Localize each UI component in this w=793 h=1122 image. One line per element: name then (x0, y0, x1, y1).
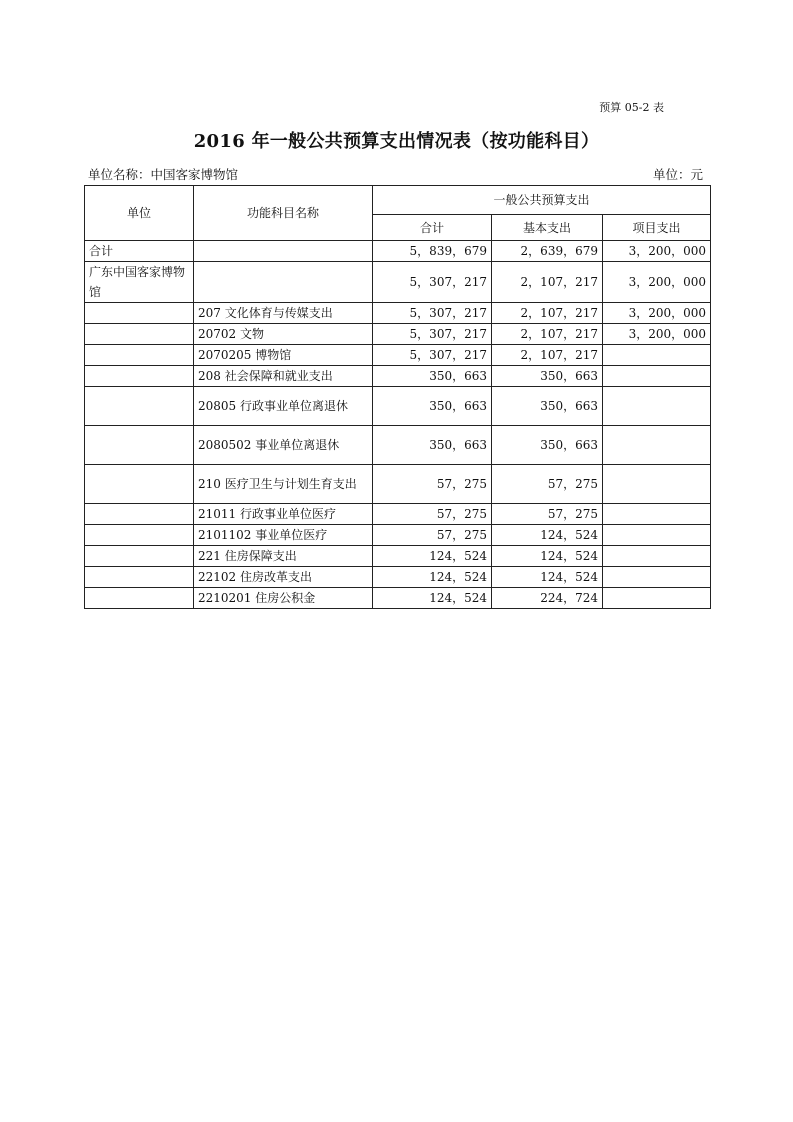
cell-total: 5，307，217 (373, 324, 492, 345)
table-row (85, 525, 711, 546)
cell-function: 2210201 住房公积金 (194, 588, 373, 609)
table-row (85, 567, 711, 588)
cell-total: 124，524 (373, 567, 492, 588)
table-row (85, 588, 711, 609)
table-row (85, 465, 711, 504)
cell-function: 207 文化体育与传媒支出 (194, 303, 373, 324)
header-budget-group: 一般公共预算支出 (373, 186, 711, 215)
cell-function: 2070205 博物馆 (194, 345, 373, 366)
cell-unit (85, 567, 194, 588)
cell-function: 221 住房保障支出 (194, 546, 373, 567)
cell-project (603, 366, 711, 387)
cell-unit (85, 504, 194, 525)
cell-project (603, 345, 711, 366)
cell-project: 3，200，000 (603, 241, 711, 262)
cell-basic: 57，275 (492, 504, 603, 525)
table-row (85, 504, 711, 525)
header-function-name: 功能科目名称 (194, 186, 373, 241)
cell-basic: 124，524 (492, 525, 603, 546)
cell-project (603, 546, 711, 567)
table-row (85, 262, 711, 303)
cell-basic: 2，107，217 (492, 345, 603, 366)
cell-unit (85, 366, 194, 387)
cell-project (603, 426, 711, 465)
cell-project: 3，200，000 (603, 262, 711, 303)
cell-project (603, 504, 711, 525)
cell-total: 124，524 (373, 588, 492, 609)
cell-project (603, 588, 711, 609)
cell-function: 20805 行政事业单位离退休 (194, 387, 373, 426)
cell-function: 210 医疗卫生与计划生育支出 (194, 465, 373, 504)
cell-function: 2101102 事业单位医疗 (194, 525, 373, 546)
cell-unit (85, 387, 194, 426)
cell-total: 124，524 (373, 546, 492, 567)
cell-unit (85, 588, 194, 609)
cell-function: 20702 文物 (194, 324, 373, 345)
cell-unit (85, 303, 194, 324)
cell-function (194, 262, 373, 303)
table-row (85, 366, 711, 387)
cell-total: 350，663 (373, 366, 492, 387)
cell-basic: 350，663 (492, 426, 603, 465)
table-row (85, 303, 711, 324)
cell-basic: 2，107，217 (492, 262, 603, 303)
cell-basic: 350，663 (492, 366, 603, 387)
table-row (85, 546, 711, 567)
cell-basic: 350，663 (492, 387, 603, 426)
cell-function: 22102 住房改革支出 (194, 567, 373, 588)
table-row (85, 345, 711, 366)
cell-unit: 广东中国客家博物馆 (85, 262, 194, 303)
cell-project (603, 465, 711, 504)
cell-unit (85, 546, 194, 567)
header-total: 合计 (373, 215, 492, 241)
cell-basic: 224，724 (492, 588, 603, 609)
cell-project (603, 525, 711, 546)
cell-project: 3，200，000 (603, 303, 711, 324)
cell-function: 21011 行政事业单位医疗 (194, 504, 373, 525)
cell-total: 5，307，217 (373, 303, 492, 324)
table-row (85, 324, 711, 345)
table-row (85, 426, 711, 465)
cell-project (603, 387, 711, 426)
cell-function: 2080502 事业单位离退休 (194, 426, 373, 465)
cell-total: 5，307，217 (373, 262, 492, 303)
cell-basic: 57，275 (492, 465, 603, 504)
cell-function: 208 社会保障和就业支出 (194, 366, 373, 387)
header-basic: 基本支出 (492, 215, 603, 241)
cell-basic: 124，524 (492, 546, 603, 567)
cell-unit (85, 525, 194, 546)
form-number: 预算 05-2 表 (599, 101, 664, 114)
page-title: 2016 年一般公共预算支出情况表（按功能科目） (193, 131, 600, 152)
header-project: 项目支出 (603, 215, 711, 241)
cell-unit (85, 345, 194, 366)
cell-project: 3，200，000 (603, 324, 711, 345)
cell-unit (85, 324, 194, 345)
budget-table (84, 185, 711, 609)
cell-project (603, 567, 711, 588)
cell-basic: 2，107，217 (492, 303, 603, 324)
unit-name-label: 单位名称：中国客家博物馆 (88, 167, 239, 182)
table-row (85, 241, 711, 262)
header-row-1 (85, 186, 711, 215)
cell-total: 57，275 (373, 525, 492, 546)
cell-basic: 2，107，217 (492, 324, 603, 345)
cell-unit (85, 465, 194, 504)
cell-basic: 124，524 (492, 567, 603, 588)
cell-function (194, 241, 373, 262)
cell-total: 350，663 (373, 426, 492, 465)
cell-basic: 2，639，679 (492, 241, 603, 262)
cell-total: 57，275 (373, 504, 492, 525)
currency-unit-label: 单位：元 (652, 167, 703, 182)
table-row (85, 387, 711, 426)
cell-total: 57，275 (373, 465, 492, 504)
cell-unit (85, 426, 194, 465)
cell-unit: 合计 (85, 241, 194, 262)
header-unit: 单位 (85, 186, 194, 241)
cell-total: 5，839，679 (373, 241, 492, 262)
cell-total: 5，307，217 (373, 345, 492, 366)
cell-total: 350，663 (373, 387, 492, 426)
